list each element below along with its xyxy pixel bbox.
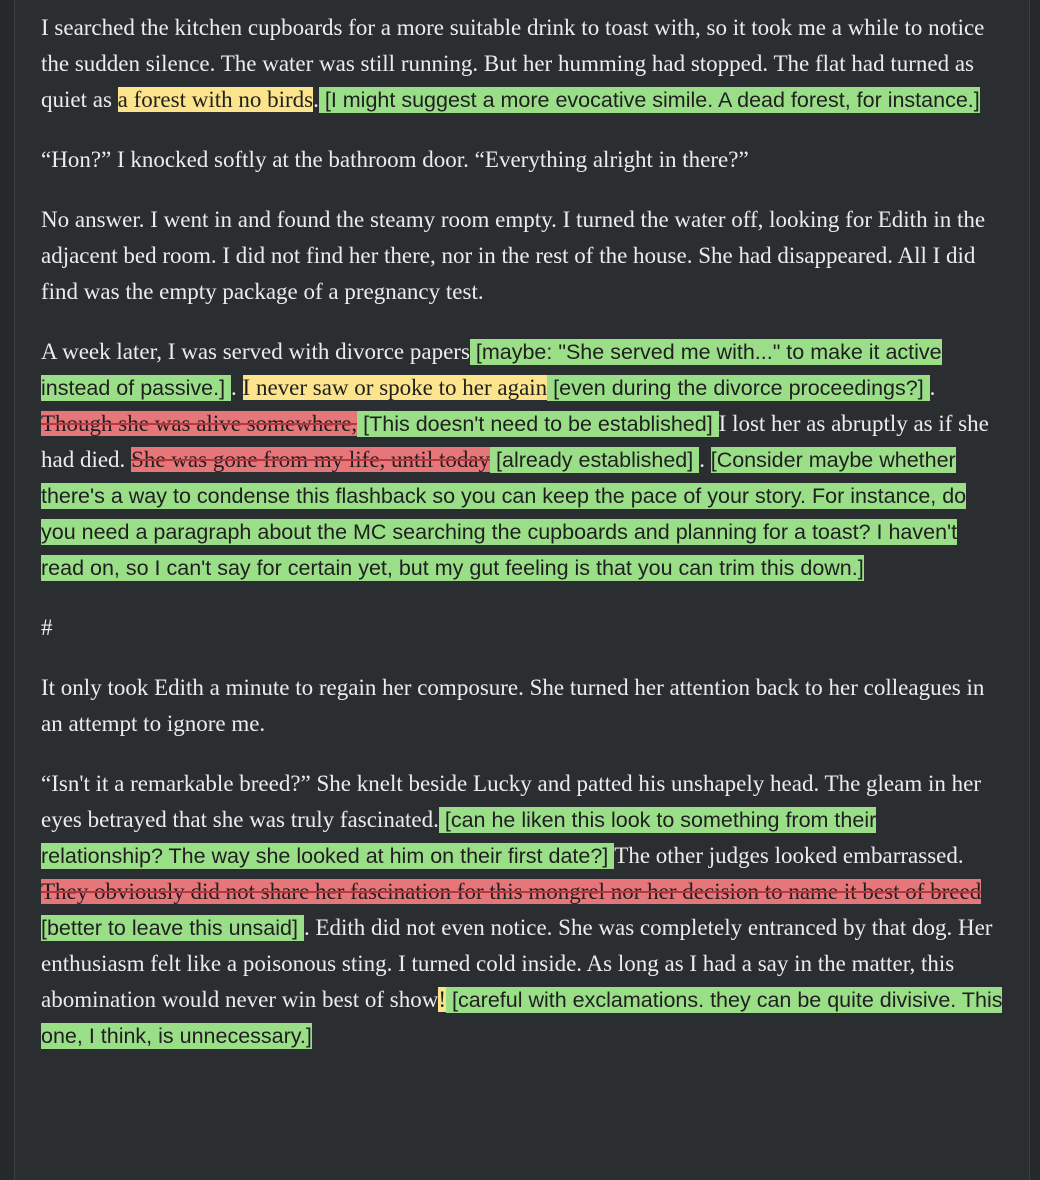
text-run: I lost her as abruptly as if she had died. [41,411,989,472]
paragraph-5 [41,670,1003,742]
paragraph-3 [41,202,1003,310]
text-run: . Edith did not even notice. She was completely entranced by that dog. Her enthusiasm felt like a poisonous sting. I turned cold inside. As long as I had a say in the matter, this abomination would never win best of show [41,915,993,1012]
text-run: I searched the kitchen cupboards for a more suitable drink to toast with, so it took me a while to notice the sudden silence. The water was still running. But her humming had stopped. The flat had turned as quiet as [41,15,985,112]
inline-comment[interactable]: [even during the divorce proceedings?] [547,376,930,400]
text-run: “Isn't it a remarkable breed?” She knelt beside Lucky and patted his unshapely head. The gleam in her eyes betrayed that she was truly fascinated. [41,771,981,832]
deleted-text[interactable]: She was gone from my life, until today [131,447,491,472]
scene-separator: # [41,615,53,640]
inline-comment[interactable]: [maybe: "She served me with..." to make it active instead of passive.] [41,340,942,400]
left-margin-panel [0,0,15,1180]
text-run: “Hon?” I knocked softly at the bathroom door. “Everything alright in there?” [41,147,749,172]
inline-comment[interactable]: [careful with exclamations. they can be quite divisive. This one, I think, is unnecessary.] [41,988,1003,1048]
paragraph-2 [41,142,1003,178]
highlighted-text[interactable]: ! [438,987,446,1012]
inline-comment[interactable]: [Consider maybe whether there's a way to condense this flashback so you can keep the pace of your story. For instance, do you need a paragraph about the MC searching the cupboards and planning for a toast? I haven't read on, so I can't say for certain yet, but my gut feeling is that you can trim this down.] [41,448,967,580]
text-run: A week later, I was served with divorce papers [41,339,470,364]
text-run: It only took Edith a minute to regain her composure. She turned her attention back to her colleagues in an attempt to ignore me. [41,675,985,736]
inline-comment[interactable]: [I might suggest a more evocative simile. A dead forest, for instance.] [318,88,980,112]
text-run: The other judges looked embarrassed. [614,843,964,868]
highlighted-text[interactable]: I never saw or spoke to her again [242,375,548,400]
text-run: No answer. I went in and found the steamy room empty. I turned the water off, looking for Edith in the adjacent bed room. I did not find her there, nor in the rest of the house. She had disappeared. All I did find was the empty package of a pregnancy test. [41,207,986,304]
inline-comment[interactable]: [better to leave this unsaid] [41,916,304,940]
document-body [41,10,1003,1078]
right-margin-panel [1029,0,1040,1180]
paragraph-6 [41,766,1003,1054]
inline-comment[interactable]: [can he liken this look to something from their relationship? The way she looked at him on their first date?] [41,808,877,868]
inline-comment[interactable]: [This doesn't need to be established] [357,412,719,436]
deleted-text[interactable]: They obviously did not share her fascination for this mongrel nor her decision to name it best of breed [41,879,982,904]
text-run: . [231,375,243,400]
text-run: . [929,375,936,400]
inline-comment[interactable]: [already established] [490,448,700,472]
text-run: . [699,447,711,472]
text-run: . [313,87,319,112]
highlighted-text[interactable]: a forest with no birds [117,87,314,112]
paragraph-1 [41,10,1003,118]
deleted-text[interactable]: Though she was alive somewhere, [41,411,358,436]
paragraph-4 [41,334,1003,586]
